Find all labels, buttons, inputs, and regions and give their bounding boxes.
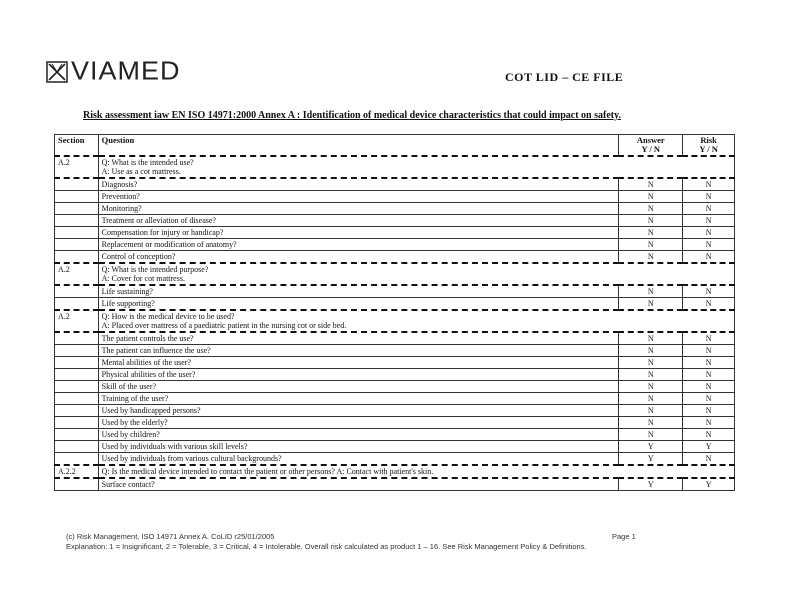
question-cell: Treatment or alleviation of disease? <box>98 215 619 227</box>
section-number: A.2 <box>55 310 99 332</box>
answer-cell: N <box>619 298 683 311</box>
answer-cell: N <box>619 251 683 264</box>
question-cell: Prevention? <box>98 191 619 203</box>
section-number: A.2.2 <box>55 465 99 478</box>
question-cell: Used by individuals with various skill levels? <box>98 441 619 453</box>
risk-cell: N <box>683 369 735 381</box>
answer-cell: N <box>619 381 683 393</box>
risk-cell: N <box>683 332 735 345</box>
table-row <box>55 441 735 453</box>
section-number: A.2 <box>55 263 99 285</box>
question-cell: Life supporting? <box>98 298 619 311</box>
table-row <box>55 227 735 239</box>
table-row <box>55 453 735 466</box>
answer-cell: Y <box>619 478 683 491</box>
section-question-cell <box>98 156 734 178</box>
section-question-cell <box>98 263 734 285</box>
question-cell: Monitoring? <box>98 203 619 215</box>
risk-cell: N <box>683 251 735 264</box>
section-cell <box>55 215 99 227</box>
answer-cell: N <box>619 203 683 215</box>
section-cell <box>55 381 99 393</box>
table-row <box>55 251 735 264</box>
risk-cell: N <box>683 381 735 393</box>
section-question-cell <box>98 465 734 478</box>
table-row <box>55 191 735 203</box>
risk-cell: Y <box>683 478 735 491</box>
question-cell: Used by handicapped persons? <box>98 405 619 417</box>
header-answer-label: Answer <box>636 135 665 145</box>
section-cell <box>55 453 99 466</box>
section-cell <box>55 203 99 215</box>
section-question-row <box>55 310 735 332</box>
risk-cell: N <box>683 357 735 369</box>
risk-assessment-table <box>54 134 735 491</box>
risk-cell: N <box>683 393 735 405</box>
section-question-cell <box>98 310 734 332</box>
page-number: Page 1 <box>612 532 636 541</box>
question-cell: The patient controls the use? <box>98 332 619 345</box>
table-row <box>55 429 735 441</box>
table-row <box>55 215 735 227</box>
header-risk-yn: Y / N <box>699 144 718 154</box>
answer-cell: N <box>619 332 683 345</box>
answer-cell: N <box>619 405 683 417</box>
question-cell: Used by the elderly? <box>98 417 619 429</box>
section-question-line: Q: How is the medical device to be used? <box>101 312 235 321</box>
section-cell <box>55 417 99 429</box>
footer-reference: (c) Risk Management, ISO 14971 Annex A. CoLID r25/01/2005 <box>66 532 275 541</box>
section-question-line: A: Use as a cot mattress. <box>101 167 181 176</box>
document-subtitle: Risk assessment iaw EN ISO 14971:2000 Annex A : Identification of medical device characteristics that could impact on safety. <box>83 110 622 121</box>
table-row <box>55 357 735 369</box>
answer-cell: N <box>619 369 683 381</box>
question-cell: The patient can influence the use? <box>98 345 619 357</box>
question-cell: Skill of the user? <box>98 381 619 393</box>
table-body <box>55 156 735 491</box>
risk-cell: N <box>683 453 735 466</box>
risk-cell: N <box>683 417 735 429</box>
table-row <box>55 417 735 429</box>
risk-cell: N <box>683 227 735 239</box>
section-number: A.2 <box>55 156 99 178</box>
risk-cell: N <box>683 298 735 311</box>
section-cell <box>55 357 99 369</box>
section-cell <box>55 405 99 417</box>
document-title: COT LID – CE FILE <box>505 70 624 84</box>
question-cell: Control of conception? <box>98 251 619 264</box>
answer-cell: Y <box>619 453 683 466</box>
section-cell <box>55 393 99 405</box>
answer-cell: N <box>619 393 683 405</box>
table-row <box>55 393 735 405</box>
footer-explanation: Explanation: 1 = Insignificant, 2 = Tolerable, 3 = Critical, 4 = Intolerable. Overall risk calculated as product 1 – 16. See Risk Management Policy & Definitions. <box>66 542 587 551</box>
risk-cell: N <box>683 191 735 203</box>
section-question-line: Q: What is the intended purpose? <box>101 265 209 274</box>
header-answer <box>619 135 683 157</box>
viamed-logo <box>46 56 181 87</box>
answer-cell: Y <box>619 441 683 453</box>
section-cell <box>55 191 99 203</box>
question-cell: Training of the user? <box>98 393 619 405</box>
section-question-line: Q: What is the intended use? <box>101 158 194 167</box>
risk-cell: N <box>683 178 735 191</box>
section-cell <box>55 285 99 298</box>
risk-cell: N <box>683 239 735 251</box>
section-question-row <box>55 156 735 178</box>
header-section: Section <box>55 135 99 157</box>
question-cell: Mental abilities of the user? <box>98 357 619 369</box>
question-cell: Physical abilities of the user? <box>98 369 619 381</box>
table-row <box>55 381 735 393</box>
table-row <box>55 298 735 311</box>
question-cell: Used by children? <box>98 429 619 441</box>
section-question-row <box>55 263 735 285</box>
section-cell <box>55 345 99 357</box>
question-cell: Diagnosis? <box>98 178 619 191</box>
answer-cell: N <box>619 357 683 369</box>
question-cell: Surface contact? <box>98 478 619 491</box>
answer-cell: N <box>619 285 683 298</box>
answer-cell: N <box>619 345 683 357</box>
section-cell <box>55 369 99 381</box>
viamed-logo-mark <box>46 61 68 83</box>
answer-cell: N <box>619 239 683 251</box>
table-row <box>55 239 735 251</box>
risk-cell: N <box>683 215 735 227</box>
section-cell <box>55 178 99 191</box>
section-question-line: Q: Is the medical device intended to contact the patient or other persons? A: Contact with patient's skin. <box>101 467 434 476</box>
table-row <box>55 178 735 191</box>
section-cell <box>55 478 99 491</box>
risk-cell: N <box>683 429 735 441</box>
table-row <box>55 405 735 417</box>
risk-cell: N <box>683 203 735 215</box>
section-cell <box>55 441 99 453</box>
table-row <box>55 478 735 491</box>
table-row <box>55 203 735 215</box>
section-cell <box>55 227 99 239</box>
risk-cell: Y <box>683 441 735 453</box>
question-cell: Used by individuals from various cultural backgrounds? <box>98 453 619 466</box>
question-cell: Replacement or modification of anatomy? <box>98 239 619 251</box>
table-row <box>55 345 735 357</box>
answer-cell: N <box>619 429 683 441</box>
table-header-row <box>55 135 735 157</box>
section-cell <box>55 251 99 264</box>
header-risk <box>683 135 735 157</box>
header-question: Question <box>98 135 619 157</box>
footer <box>66 532 587 552</box>
section-cell <box>55 429 99 441</box>
table-row <box>55 332 735 345</box>
question-cell: Life sustaining? <box>98 285 619 298</box>
section-cell <box>55 332 99 345</box>
risk-cell: N <box>683 345 735 357</box>
section-cell <box>55 239 99 251</box>
answer-cell: N <box>619 215 683 227</box>
question-cell: Compensation for injury or handicap? <box>98 227 619 239</box>
logo-text: VIAMED <box>71 56 181 86</box>
section-question-line: A: Cover for cot mattress. <box>101 274 185 283</box>
table-row <box>55 369 735 381</box>
header-risk-label: Risk <box>700 135 717 145</box>
risk-cell: N <box>683 285 735 298</box>
header-answer-yn: Y / N <box>641 144 661 154</box>
table-row <box>55 285 735 298</box>
answer-cell: N <box>619 191 683 203</box>
answer-cell: N <box>619 178 683 191</box>
answer-cell: N <box>619 417 683 429</box>
risk-cell: N <box>683 405 735 417</box>
section-question-row <box>55 465 735 478</box>
section-cell <box>55 298 99 311</box>
answer-cell: N <box>619 227 683 239</box>
section-question-line: A: Placed over mattress of a paediatric patient in the nursing cot or side bed. <box>101 321 347 330</box>
